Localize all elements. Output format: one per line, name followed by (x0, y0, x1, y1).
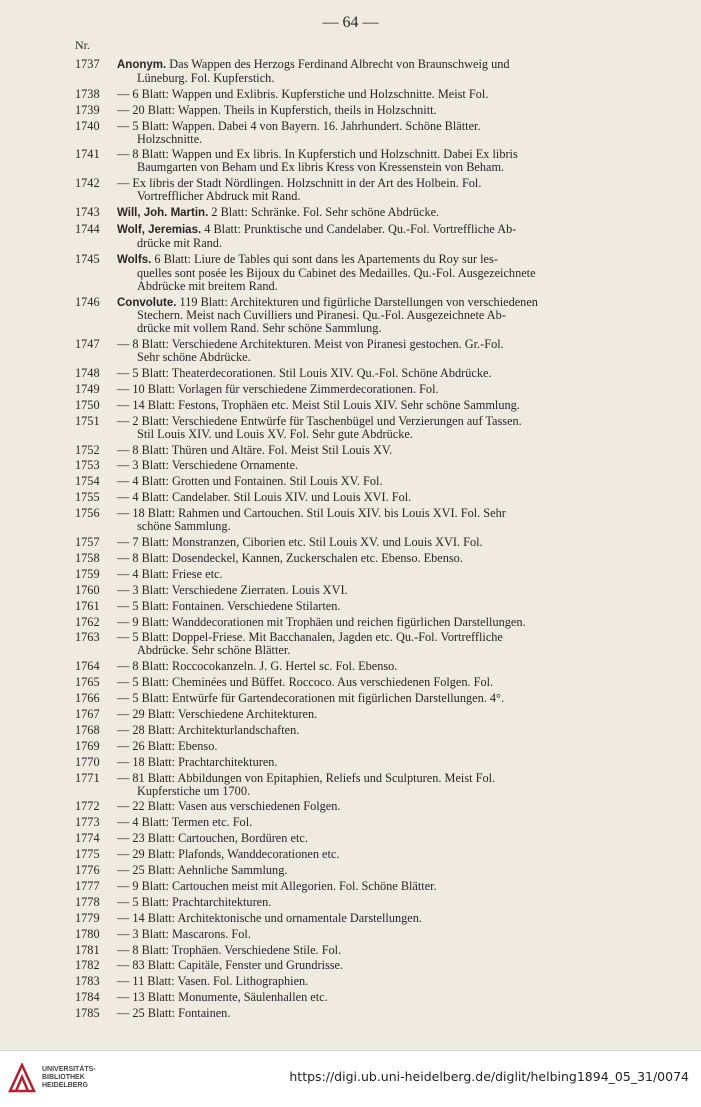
source-url-link[interactable]: https://digi.ub.uni-heidelberg.de/diglit/helbing1894_05_31/0074 (289, 1069, 689, 1084)
entry-text (117, 58, 661, 85)
entry-artist-name: Convolute. (117, 296, 177, 309)
entry-text (117, 584, 661, 597)
entry-text (117, 975, 661, 988)
catalog-entry (75, 832, 661, 845)
logo-line: HEIDELBERG (42, 1082, 88, 1089)
entry-artist-name: Wolf, Jeremias. (117, 223, 202, 236)
entry-line: — 14 Blatt: Festons, Trophäen etc. Meist Stil Louis XIV. Sehr schöne Sammlung. (117, 397, 520, 412)
entry-text (117, 772, 661, 798)
catalog-entry (75, 912, 661, 925)
entry-text (117, 367, 661, 380)
catalog-entry (75, 600, 661, 613)
entry-number: 1777 (75, 878, 100, 893)
entry-number: 1737 (75, 57, 100, 71)
catalog-entry (75, 864, 661, 877)
entry-continuation-line: Lüneburg. Fol. Kupferstich. (137, 70, 275, 85)
column-label-nr: Nr. (75, 38, 90, 52)
catalog-entry (75, 296, 661, 336)
entry-number: 1749 (75, 381, 100, 396)
entry-text (117, 88, 661, 101)
catalog-entry (75, 676, 661, 689)
entry-continuation-line: Stil Louis XIV. und Louis XV. Fol. Sehr gute Abdrücke. (137, 426, 413, 441)
entry-line: — 11 Blatt: Vasen. Fol. Lithographien. (117, 974, 309, 989)
catalog-entry (75, 475, 661, 488)
entry-number: 1776 (75, 863, 100, 878)
entry-line: — 20 Blatt: Wappen. Theils in Kupferstich, theils in Holzschnitt. (117, 102, 437, 117)
entry-text (117, 991, 661, 1004)
entry-continuation-line: Vortrefflicher Abdruck mit Rand. (137, 189, 301, 204)
catalog-entry (75, 338, 661, 364)
catalog-entry (75, 944, 661, 957)
entry-text (117, 507, 661, 533)
catalog-entry (75, 959, 661, 972)
entry-line: — 29 Blatt: Plafonds, Wanddecorationen etc. (117, 847, 340, 862)
catalog-entry (75, 177, 661, 203)
entry-number: 1781 (75, 942, 100, 957)
entry-line: — 23 Blatt: Cartouchen, Bordüren etc. (117, 831, 308, 846)
entry-number: 1759 (75, 566, 100, 581)
entry-line: — 8 Blatt: Dosendeckel, Kannen, Zuckerschalen etc. Ebenso. Ebenso. (117, 550, 463, 565)
entry-number: 1754 (75, 474, 100, 489)
entry-number: 1764 (75, 659, 100, 674)
entry-text (117, 223, 661, 250)
entry-line: — 5 Blatt: Prachtarchitekturen. (117, 894, 272, 909)
entry-text (117, 912, 661, 925)
catalog-entry (75, 724, 661, 737)
entry-text (117, 660, 661, 673)
catalog-entry (75, 444, 661, 457)
entry-continuation-line: Kupferstiche um 1700. (137, 783, 251, 798)
entry-text (117, 338, 661, 364)
catalog-entry (75, 928, 661, 941)
entry-text (117, 253, 661, 293)
entry-number: 1760 (75, 582, 100, 597)
entry-line: — 7 Blatt: Monstranzen, Ciborien etc. Stil Louis XV. und Louis XVI. Fol. (117, 535, 483, 549)
entry-number: 1746 (75, 294, 100, 309)
entry-line: — 8 Blatt: Trophäen. Verschiedene Stile. Fol. (117, 942, 342, 957)
entry-text (117, 896, 661, 909)
catalog-entry (75, 660, 661, 673)
logo-line: UNIVERSITÄTS- (42, 1066, 96, 1073)
entry-line: — 3 Blatt: Mascarons. Fol. (117, 926, 251, 941)
entry-number: 1739 (75, 102, 100, 117)
entry-continuation-line: schöne Sammlung. (137, 519, 231, 534)
catalog-entry (75, 383, 661, 396)
catalog-entry (75, 800, 661, 813)
library-logo[interactable] (8, 1063, 96, 1093)
catalog-entry (75, 104, 661, 117)
entry-line: Das Wappen des Herzogs Ferdinand Albrecht von Braunschweig und (169, 57, 510, 71)
entry-artist-name: Anonym. (117, 59, 167, 71)
entry-line: — Ex libris der Stadt Nördlingen. Holzschnitt in der Art des Holbein. Fol. (117, 176, 482, 191)
entry-artist-name: Wolfs. (117, 253, 152, 266)
entry-line: — 14 Blatt: Architektonische und ornamentale Darstellungen. (117, 910, 422, 925)
entry-text (117, 206, 661, 220)
catalog-entry (75, 459, 661, 472)
entry-line: 2 Blatt: Schränke. Fol. Sehr schöne Abdrücke. (211, 205, 440, 220)
catalog-entry (75, 772, 661, 798)
entry-number: 1784 (75, 990, 100, 1005)
entry-number: 1773 (75, 815, 100, 830)
catalog-entry (75, 120, 661, 146)
catalog-entry (75, 507, 661, 533)
entry-number: 1782 (75, 958, 100, 973)
entry-line: — 29 Blatt: Verschiedene Architekturen. (117, 706, 318, 721)
catalog-entry (75, 692, 661, 705)
entry-text (117, 1007, 661, 1020)
entry-number: 1775 (75, 847, 100, 862)
entry-text (117, 568, 661, 581)
entry-number: 1738 (75, 86, 100, 101)
entry-line: — 3 Blatt: Verschiedene Ornamente. (117, 458, 299, 473)
entry-number: 1767 (75, 706, 100, 721)
catalog-entry (75, 816, 661, 829)
entry-line: — 5 Blatt: Fontainen. Verschiedene Stilarten. (117, 598, 341, 613)
entry-text (117, 459, 661, 472)
catalog-entry (75, 536, 661, 549)
entry-line: — 28 Blatt: Architekturlandschaften. (117, 722, 300, 737)
catalog-entry (75, 584, 661, 597)
entry-line: 119 Blatt: Architekturen und figürliche Darstellungen von verschiedenen (179, 294, 538, 309)
entry-text (117, 631, 661, 657)
entry-number: 1747 (75, 337, 100, 352)
entry-number: 1753 (75, 458, 100, 473)
entry-number: 1741 (75, 147, 100, 162)
entry-text (117, 724, 661, 737)
entry-continuation-line: quelles sont posée les Bijoux du Cabinet des Medailles. Qu.-Fol. Ausgezeichnete (137, 265, 536, 280)
catalog-entry (75, 756, 661, 769)
entry-number: 1745 (75, 251, 100, 266)
entry-text (117, 475, 661, 488)
entry-number: 1756 (75, 506, 100, 521)
entry-number: 1765 (75, 675, 100, 690)
entry-continuation-line: Stechern. Meist nach Cuvilliers und Piranesi. Qu.-Fol. Ausgezeichnete Ab- (137, 308, 506, 323)
entry-line: — 22 Blatt: Vasen aus verschiedenen Folgen. (117, 799, 341, 814)
entry-number: 1771 (75, 770, 100, 785)
catalog-entry (75, 975, 661, 988)
catalog-entry (75, 708, 661, 721)
entry-line: — 4 Blatt: Termen etc. Fol. (117, 815, 253, 830)
entry-number: 1762 (75, 614, 100, 629)
entry-text (117, 104, 661, 117)
entry-continuation-line: Abdrücke. Sehr schöne Blätter. (137, 643, 291, 658)
entry-line: — 25 Blatt: Aehnliche Sammlung. (117, 863, 288, 878)
entry-continuation-line: Sehr schöne Abdrücke. (137, 350, 251, 365)
entry-line: 6 Blatt: Liure de Tables qui sont dans les Apartements du Roy sur les- (154, 251, 498, 266)
entry-list (75, 58, 661, 1023)
footer-bar (0, 1050, 701, 1107)
entry-text (117, 864, 661, 877)
entry-number: 1774 (75, 831, 100, 846)
entry-line: — 18 Blatt: Rahmen und Cartouchen. Stil Louis XIV. bis Louis XVI. Fol. Sehr (117, 506, 506, 521)
entry-text (117, 383, 661, 396)
entry-continuation-line: Abdrücke mit breitem Rand. (137, 278, 278, 293)
entry-text (117, 296, 661, 336)
entry-artist-name: Will, Joh. Martin. (117, 207, 209, 220)
entry-text (117, 148, 661, 174)
entry-number: 1761 (75, 598, 100, 613)
entry-number: 1743 (75, 205, 100, 220)
catalog-entry (75, 148, 661, 174)
entry-line: — 4 Blatt: Friese etc. (117, 566, 223, 581)
entry-number: 1769 (75, 738, 100, 753)
entry-number: 1766 (75, 691, 100, 706)
catalog-entry (75, 399, 661, 412)
entry-number: 1780 (75, 926, 100, 941)
entry-text (117, 959, 661, 972)
catalog-entry (75, 58, 661, 85)
page-number: — 64 — (322, 14, 379, 31)
catalog-entry (75, 896, 661, 909)
entry-line: — 81 Blatt: Abbildungen von Epitaphien, Reliefs und Sculpturen. Meist Fol. (117, 770, 496, 785)
entry-number: 1748 (75, 366, 100, 381)
entry-line: — 5 Blatt: Cheminées und Büffet. Roccoco. Aus verschiedenen Folgen. Fol. (117, 675, 494, 690)
entry-number: 1783 (75, 974, 100, 989)
entry-text (117, 756, 661, 769)
catalog-entry (75, 568, 661, 581)
catalog-entry (75, 616, 661, 629)
entry-text (117, 552, 661, 565)
entry-line: — 8 Blatt: Verschiedene Architekturen. Meist von Piranesi gestochen. Gr.-Fol. (117, 337, 504, 352)
catalog-entry (75, 253, 661, 293)
entry-text (117, 600, 661, 613)
entry-number: 1751 (75, 413, 100, 428)
entry-line: — 5 Blatt: Entwürfe für Gartendecorationen mit figürlichen Darstellungen. 4°. (117, 691, 505, 706)
entry-line: — 5 Blatt: Wappen. Dabei 4 von Bayern. 16. Jahrhundert. Schöne Blätter. (117, 118, 481, 133)
entry-line: — 5 Blatt: Doppel-Friese. Mit Bacchanalen, Jagden etc. Qu.-Fol. Vortreffliche (117, 630, 503, 645)
catalog-entry (75, 415, 661, 441)
entry-number: 1779 (75, 910, 100, 925)
entry-text (117, 816, 661, 829)
entry-text (117, 399, 661, 412)
entry-text (117, 616, 661, 629)
entry-number: 1752 (75, 442, 100, 457)
catalog-entry (75, 88, 661, 101)
entry-number: 1744 (75, 221, 100, 236)
catalog-entry (75, 223, 661, 250)
entry-number: 1757 (75, 535, 100, 549)
entry-number: 1758 (75, 550, 100, 565)
entry-number: 1778 (75, 894, 100, 909)
entry-line: — 18 Blatt: Prachtarchitekturen. (117, 754, 278, 769)
entry-text (117, 740, 661, 753)
catalog-entry (75, 367, 661, 380)
entry-line: — 6 Blatt: Wappen und Exlibris. Kupferstiche und Holzschnitte. Meist Fol. (117, 86, 489, 101)
library-logo-icon (8, 1063, 36, 1093)
entry-line: — 26 Blatt: Ebenso. (117, 738, 218, 753)
catalog-entry (75, 491, 661, 504)
entry-line: — 9 Blatt: Wanddecorationen mit Trophäen und reichen figürlichen Darstellungen. (117, 614, 526, 629)
catalog-entry (75, 206, 661, 220)
entry-line: — 25 Blatt: Fontainen. (117, 1006, 231, 1021)
entry-line: — 2 Blatt: Verschiedene Entwürfe für Taschenbügel und Verzierungen auf Tassen. (117, 413, 522, 428)
entry-line: — 8 Blatt: Thüren und Altäre. Fol. Meist Stil Louis XV. (117, 442, 393, 457)
entry-continuation-line: drücke mit Rand. (137, 235, 223, 250)
entry-line: — 8 Blatt: Roccocokanzeln. J. G. Hertel sc. Fol. Ebenso. (117, 659, 398, 674)
entry-number: 1772 (75, 799, 100, 814)
entry-number: 1750 (75, 397, 100, 412)
entry-line: — 10 Blatt: Vorlagen für verschiedene Zimmerdecorationen. Fol. (117, 381, 439, 396)
entry-text (117, 536, 661, 549)
entry-number: 1763 (75, 630, 100, 645)
entry-line: — 83 Blatt: Capitäle, Fenster und Grundrisse. (117, 958, 344, 973)
catalog-entry (75, 991, 661, 1004)
entry-line: — 13 Blatt: Monumente, Säulenhallen etc. (117, 990, 328, 1005)
entry-text (117, 832, 661, 845)
library-logo-text (42, 1066, 96, 1090)
entry-text (117, 177, 661, 203)
entry-line: — 5 Blatt: Theaterdecorationen. Stil Louis XIV. Qu.-Fol. Schöne Abdrücke. (117, 366, 492, 381)
entry-text (117, 928, 661, 941)
entry-text (117, 800, 661, 813)
entry-number: 1770 (75, 754, 100, 769)
entry-line: — 4 Blatt: Grotten und Fontainen. Stil Louis XV. Fol. (117, 474, 383, 489)
entry-text (117, 676, 661, 689)
entry-text (117, 880, 661, 893)
catalog-entry (75, 1007, 661, 1020)
entry-line: — 4 Blatt: Candelaber. Stil Louis XIV. und Louis XVI. Fol. (117, 490, 412, 505)
entry-text (117, 120, 661, 146)
entry-text (117, 444, 661, 457)
entry-text (117, 692, 661, 705)
entry-line: 4 Blatt: Prunktische und Candelaber. Qu.-Fol. Vortreffliche Ab- (204, 221, 517, 236)
catalog-entry (75, 740, 661, 753)
entry-continuation-line: Baumgarten von Beham und Ex libris Kress von Kressenstein von Beham. (137, 160, 505, 175)
catalog-entry (75, 880, 661, 893)
entry-number: 1740 (75, 118, 100, 133)
entry-text (117, 708, 661, 721)
entry-line: — 3 Blatt: Verschiedene Zierraten. Louis XVI. (117, 582, 348, 597)
catalog-entry (75, 552, 661, 565)
entry-line: — 8 Blatt: Wappen und Ex libris. In Kupferstich und Holzschnitt. Dabei Ex libris (117, 147, 518, 162)
entry-number: 1742 (75, 176, 100, 191)
catalog-entry (75, 631, 661, 657)
entry-number: 1785 (75, 1006, 100, 1021)
entry-number: 1755 (75, 490, 100, 505)
logo-line: BIBLIOTHEK (42, 1074, 85, 1081)
entry-text (117, 491, 661, 504)
entry-number: 1768 (75, 722, 100, 737)
entry-continuation-line: drücke mit vollem Rand. Sehr schöne Sammlung. (137, 321, 382, 336)
entry-continuation-line: Holzschnitte. (137, 131, 203, 146)
catalog-entry (75, 848, 661, 861)
entry-text (117, 944, 661, 957)
entry-text (117, 848, 661, 861)
entry-line: — 9 Blatt: Cartouchen meist mit Allegorien. Fol. Schöne Blätter. (117, 878, 437, 893)
entry-text (117, 415, 661, 441)
